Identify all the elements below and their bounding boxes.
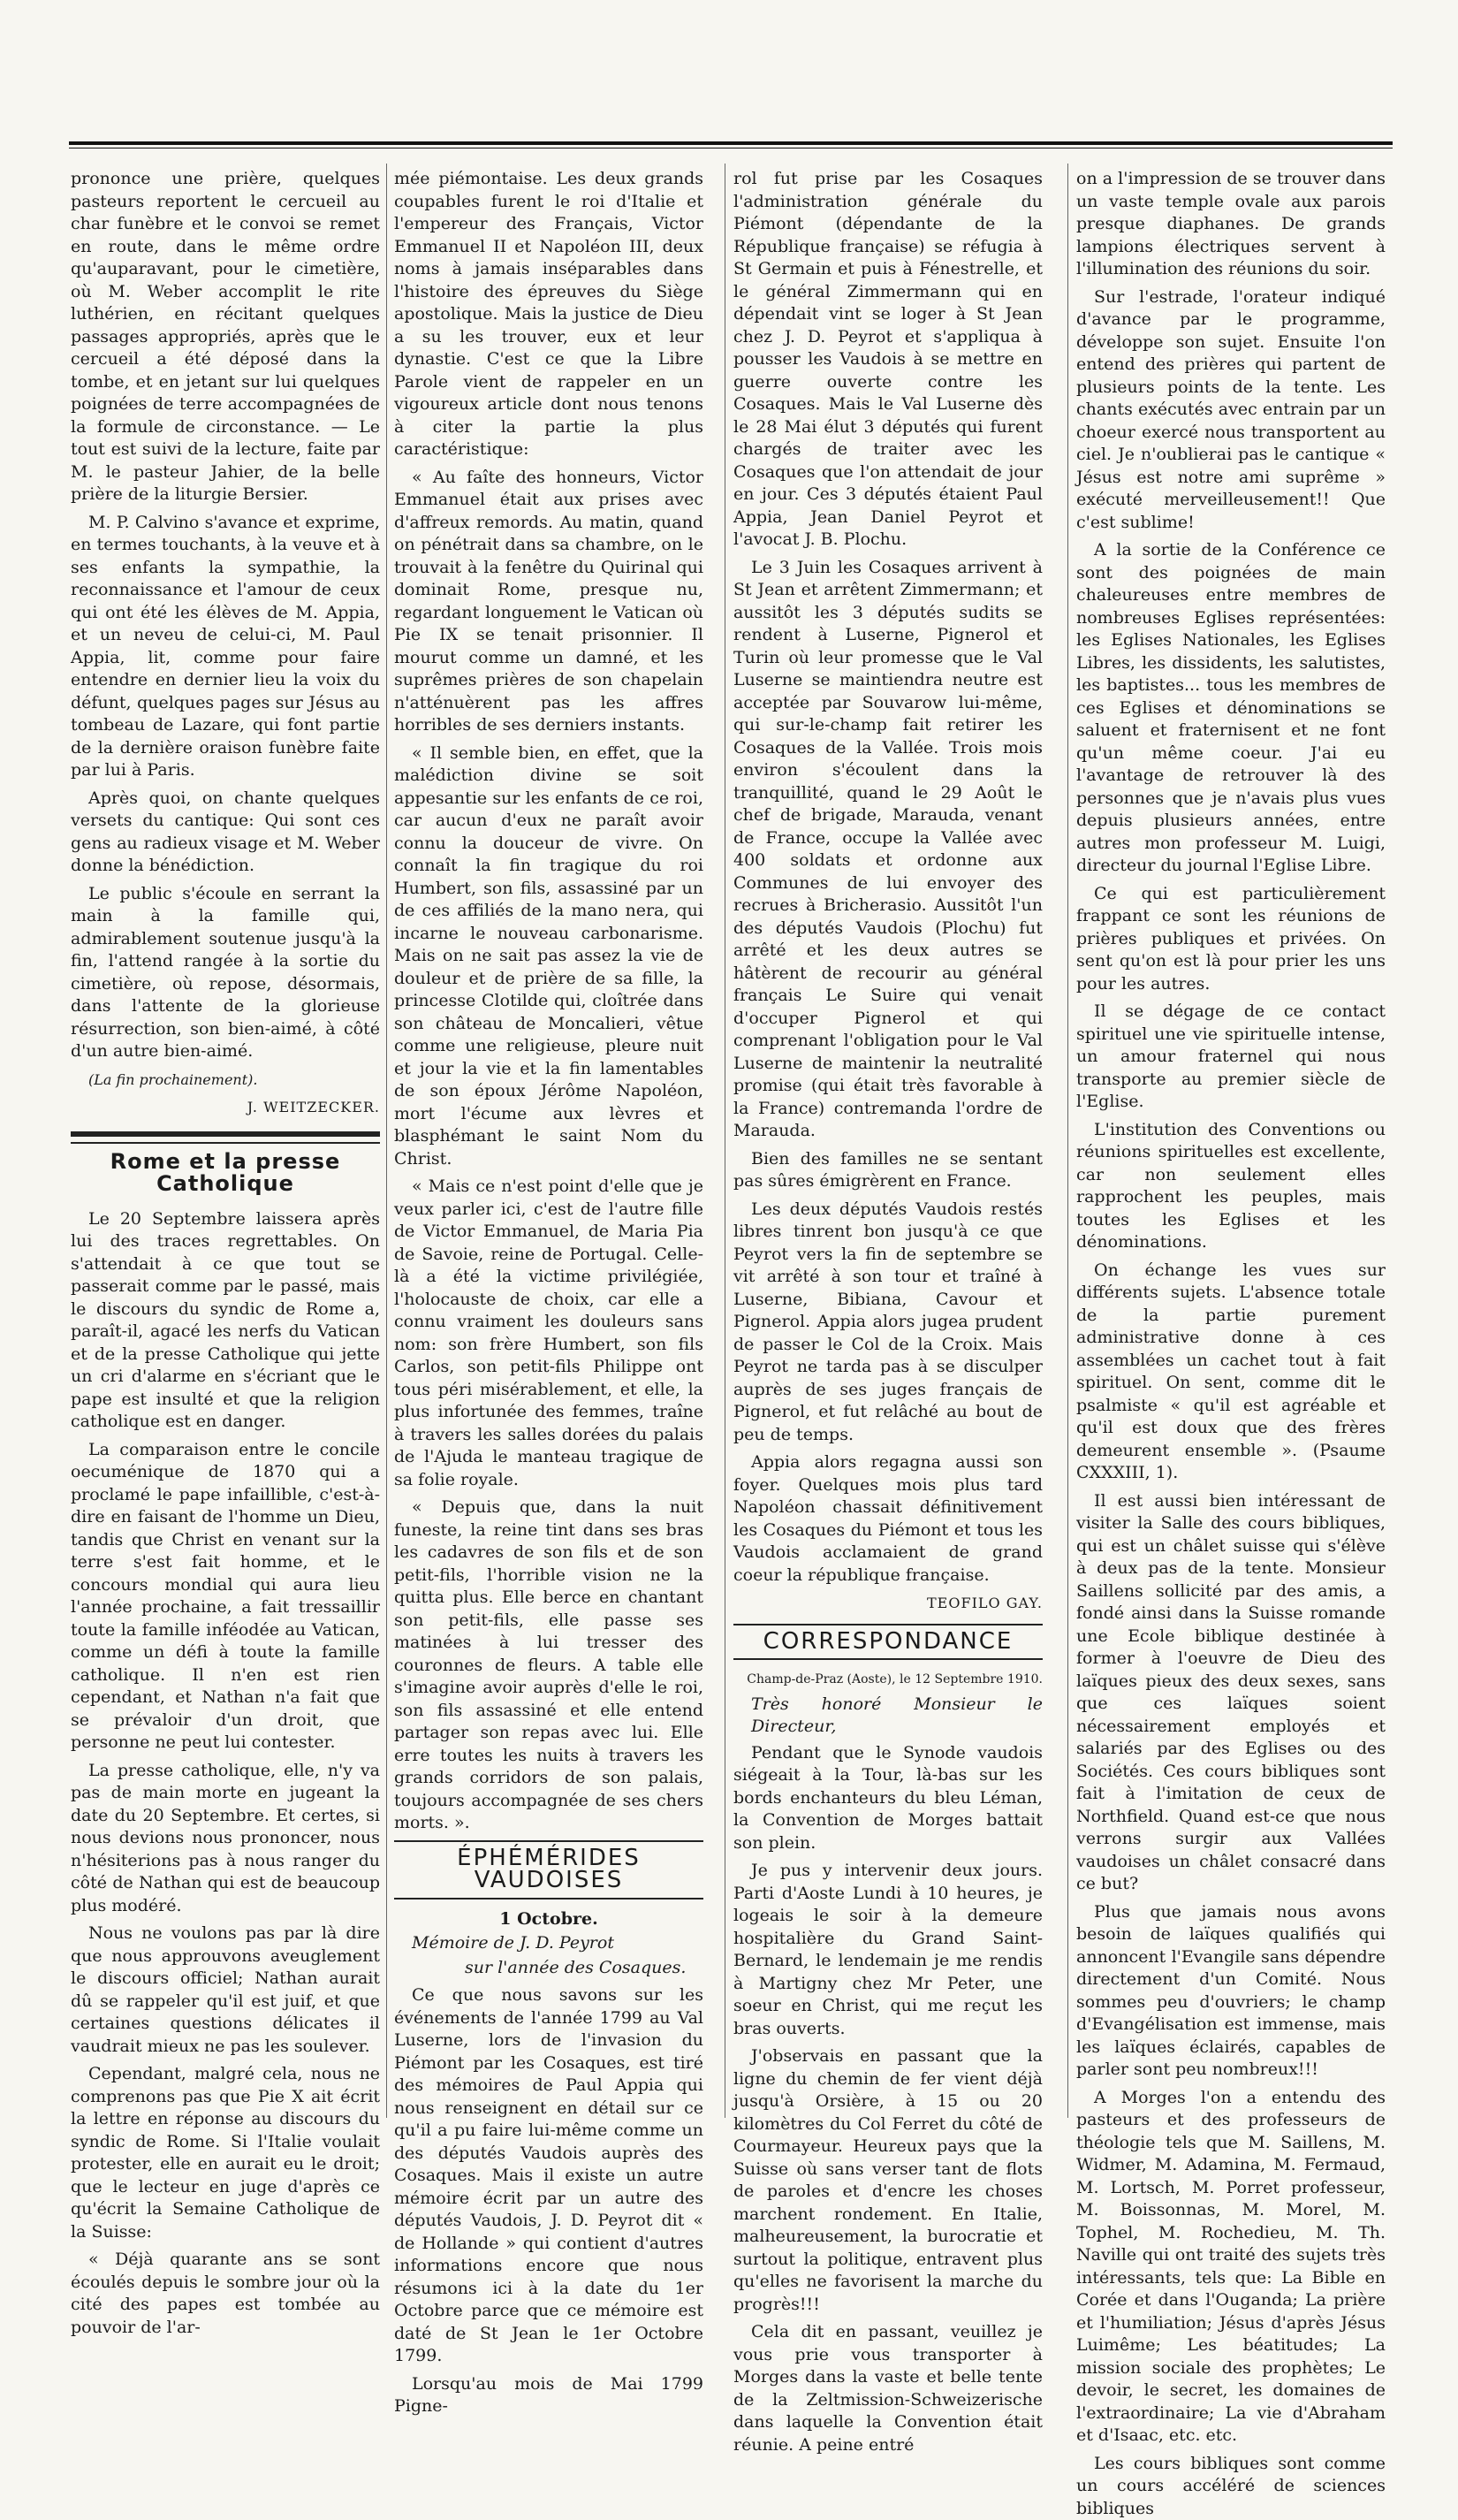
paragraph: rol fut prise par les Cosaques l'administration générale du Piémont (dépendante de la République française) se réfugia à St Germain et puis à Fénestrelle, et le général Zimmermann qui en dépendait vint se loger à St Jean chez J. D. Peyrot et s'appliqua à pousser les Vaudois à se mettre en guerre ouverte contre les Cosaques. Mais le Val Luserne dès le 28 Mai élut 3 députés qui furent chargés de traiter avec les Cosaques que l'on attendait de jour en jour. Ces 3 députés étaient Paul Appia, Jean Daniel Peyrot et l'avocat J. B. Plochu.	[733, 168, 1043, 552]
paragraph: Ce que nous savons sur les événements de l'année 1799 au Val Luserne, lors de l'invasion du Piémont par les Cosaques, est tiré des mémoires de Paul Appia qui nous renseignent en détail sur ce qu'il a pu faire lui-même comme un des députés Vaudois auprès des Cosaques. Mais il existe un autre mémoire écrit par un autre des députés Vaudois, J. D. Peyrot dit « de Hollande » qui contient d'autres informations encore que nous résumons ici à la date du 1er Octobre parce que ce mémoire est daté de St Jean le 1er Octobre 1799.	[394, 1984, 703, 2368]
continuation-note: (La fin prochainement).	[71, 1069, 380, 1092]
paragraph: M. P. Calvino s'avance et exprime, en termes touchants, à la veuve et à ses enfants la sympathie, la reconnaissance et l'amour de ceux qui ont été les élèves de M. Appia, et un neveu de celui-ci, M. Paul Appia, lit, comme pour faire entendre en dernier lieu la voix du défunt, quelques pages sur Jésus au tombeau de Lazare, qui font partie de la dernière oraison funèbre faite par lui à Paris.	[71, 512, 380, 782]
paragraph: Les cours bibliques sont comme un cours accéléré de sciences bibliques	[1076, 2453, 1386, 2520]
paragraph: Le 3 Juin les Cosaques arrivent à St Jean et arrêtent Zimmermann; et aussitôt les 3 députés sudits se rendent à Luserne, Pignerol et Turin où leur promesse que le Val Luserne se maintiendra neutre est acceptée par Souvarow lui-même, qui sur-le-champ fait retirer les Cosaques de la Vallée. Trois mois environ s'écoulent dans la tranquillité, quand le 29 Août le chef de brigade, Marauda, venant de France, occupe la Vallée avec 400 soldats et ordonne aux Communes de lui envoyer des recrues à Bricherasio. Aussitôt l'un des députés Vaudois (Plochu) fut arrêté et les deux autres se hâtèrent de recourir au général français Le Suire qui venait d'occuper Pignerol et qui comprenant l'obligation pour le Val Luserne de maintenir la neutralité promise (qui était très favorable à la France) contremanda l'ordre de Marauda.	[733, 557, 1043, 1143]
paragraph: Nous ne voulons pas par là dire que nous approuvons aveuglement le discours officiel; Nathan aurait dû se rappeler qu'il est juif, et que certaines questions délicates il vaudrait mieux ne pas les soulever.	[71, 1922, 380, 2058]
article-heading: Rome et la presse Catholique	[71, 1151, 380, 1196]
entry-subtitle: sur l'année des Cosaques.	[465, 1957, 703, 1980]
column-divider	[1067, 164, 1068, 2118]
article-heading: ÉPHÉMÉRIDES VAUDOISES	[394, 1840, 703, 1900]
paragraph: Il est aussi bien intéressant de visiter la Salle des cours bibliques, qui est un châlet suisse qui s'élève à deux pas de la tente. Monsieur Saillens sollicité par des amis, a fondé ainsi dans la Suisse romande une Ecole biblique destinée à former à l'oeuvre de Dieu des laïques pieux des deux sexes, sans que ces laïques soient nécessairement employés et salariés par des Eglises ou des Sociétés. Ces cours bibliques sont fait à l'imitation de ceux de Northfield. Quand est-ce que nous verrons surgir aux Vallées vaudoises un châlet consacré dans ce but?	[1076, 1490, 1386, 1896]
column-4	[1076, 168, 1386, 2118]
paragraph: Pendant que le Synode vaudois siégeait à la Tour, là-bas sur les bords enchanteurs du bleu Léman, la Convention de Morges battait son plein.	[733, 1742, 1043, 1855]
paragraph: Il se dégage de ce contact spirituel une vie spirituelle intense, un amour fraternel qui nous transporte au premier siècle de l'Eglise.	[1076, 1001, 1386, 1114]
paragraph: A Morges l'on a entendu des pasteurs et des professeurs de théologie tels que M. Saillens, M. Widmer, M. Adamina, M. Fermaud, M. Lortsch, M. Porret professeur, M. Boissonnas, M. Morel, M. Tophel, M. Rochedieu, M. Th. Naville qui ont traité des sujets très intéressants, tels que: La Bible en Corée et dans l'Ouganda; La prière et l'humiliation; Jésus d'après Jésus Luimême; Les béatitudes; La mission sociale des prophètes; Le devoir, le secret, les domaines de l'extraordinaire; La vie d'Abraham et d'Isaac, etc. etc.	[1076, 2087, 1386, 2448]
paragraph: Le 20 Septembre laissera après lui des traces regrettables. On s'attendait à ce que tout se passerait comme par le passé, mais le discours du syndic de Rome a, paraît-il, agacé les nerfs du Vatican et de la presse Catholique qui jette un cri d'alarme en s'écriant que le pape est insulté et que la religion catholique est en danger.	[71, 1208, 380, 1434]
entry-date: 1 Octobre.	[394, 1908, 703, 1931]
paragraph: La comparaison entre le concile oecuménique de 1870 qui a proclamé le pape infaillible, c'est-à-dire en faisant de l'homme un Dieu, tandis que Christ en venant sur la terre s'est fait homme, et le concours mondial qui aura lieu l'année prochaine, a fait tressaillir toute la famille inféodée au Vatican, comme un défi à toute la famille catholique. Il n'en est rien cependant, et Nathan n'a fait que se prévaloir d'un droit, que personne ne peut lui contester.	[71, 1439, 380, 1755]
paragraph: Je pus y intervenir deux jours. Parti d'Aoste Lundi à 10 heures, je logeais le soir à la demeure hospitalière du Grand Saint-Bernard, le lendemain je me rendis à Martigny chez Mr Peter, une soeur en Christ, qui me reçut les bras ouverts.	[733, 1860, 1043, 2040]
paragraph: Bien des familles ne se sentant pas sûres émigrèrent en France.	[733, 1148, 1043, 1193]
paragraph: « Au faîte des honneurs, Victor Emmanuel était aux prises avec d'affreux remords. Au matin, quand on pénétrait dans sa chambre, on le trouvait à la fenêtre du Quirinal qui dominait Rome, presque nu, regardant longuement le Vatican où Pie IX se tenait prisonnier. Il mourut comme un damné, et les suprêmes prières de son chapelain n'atténuèrent pas les affres horribles de ses derniers instants.	[394, 467, 703, 737]
letter-dateline: Champ-de-Praz (Aoste), le 12 Septembre 1910.	[733, 1669, 1043, 1692]
paragraph: On échange les vues sur différents sujets. L'absence totale de la partie purement administrative donne à ces assemblées un cachet tout à fait spirituel. On sent, comme dit le psalmiste « qu'il est agréable et qu'il est doux que des frères demeurent ensemble ». (Psaume CXXXIII, 1).	[1076, 1260, 1386, 1485]
paragraph: A la sortie de la Conférence ce sont des poignées de main chaleureuses entre membres de nombreuses Eglises représentées: les Eglises Nationales, les Eglises Libres, les dissidents, les salutistes, les baptistes... tous les membres de ces Eglises et dénominations se saluent et fraternisent et ne font qu'un même coeur. J'ai eu l'avantage de retrouver là des personnes que je n'avais plus vues depuis plusieurs années, entre autres mon professeur M. Luigi, directeur du journal l'Eglise Libre.	[1076, 539, 1386, 878]
entry-subtitle: Mémoire de J. D. Peyrot	[412, 1932, 703, 1955]
column-2	[394, 168, 703, 2118]
paragraph: Les deux députés Vaudois restés libres tinrent bon jusqu'à ce que Peyrot vers la fin de septembre se vit arrêté à son tour et traîné à Luserne, Bibiana, Cavour et Pignerol. Appia alors jugea prudent de passer le Col de la Croix. Mais Peyrot ne tarda pas à se disculper auprès de ses juges français de Pignerol, et fut relâché au bout de peu de temps.	[733, 1199, 1043, 1447]
paragraph: Lorsqu'au mois de Mai 1799 Pigne-	[394, 2373, 703, 2418]
paragraph: « Il semble bien, en effet, que la malédiction divine se soit appesantie sur les enfants de ce roi, car aucun d'eux ne paraît avoir connu la douceur de vivre. On connaît la fin tragique du roi Humbert, son fils, assassiné par un de ces affiliés de la mano nera, qui incarne le nouveau carbonarisme. Mais on ne sait pas assez la vie de douleur et de prière de sa fille, la princesse Clotilde qui, cloîtrée dans son château de Moncalieri, vêtue comme une religieuse, pleure nuit et jour la vie et la fin lamentables de son époux Jérôme Napoléon, mort l'écume aux lèvres et blasphémant le saint Nom du Christ.	[394, 742, 703, 1171]
paragraph: Sur l'estrade, l'orateur indiqué d'avance par le programme, développe son sujet. Ensuite l'on entend des prières qui partent de plusieurs points de la tente. Les chants exécutés avec entrain par un choeur exercé nous transportent au ciel. Je n'oublierai pas le cantique « Jésus est notre ami suprême » exécuté merveilleusement!! Que c'est sublime!	[1076, 286, 1386, 535]
paragraph: mée piémontaise. Les deux grands coupables furent le roi d'Italie et l'empereur des Français, Victor Emmanuel II et Napoléon III, deux noms à jamais inséparables dans l'histoire des épreuves du Siège apostolique. Mais la justice de Dieu a su les trouver, eux et leur dynastie. C'est ce que la Libre Parole vient de rappeler en un vigoureux article dont nous tenons à citer la partie la plus caractéristique:	[394, 168, 703, 461]
paragraph: « Mais ce n'est point d'elle que je veux parler ici, c'est de l'autre fille de Victor Emmanuel, de Maria Pia de Savoie, reine de Portugal. Celle-là a été la victime privilégiée, l'holocauste de choix, car elle a connu vraiment les douleurs sans nom: son frère Humbert, son fils Carlos, son petit-fils Philippe ont tous péri misérablement, et elle, la plus infortunée des femmes, traîne à travers les salles dorées du palais de l'Ajuda le manteau tragique de sa folie royale.	[394, 1176, 703, 1491]
paragraph: prononce une prière, quelques pasteurs reportent le cercueil au char funèbre et le convoi se remet en route, dans le même ordre qu'auparavant, pour le cimetière, où M. Weber accomplit le rite luthérien, en récitant quelques passages appropriés, après que le cercueil a été déposé dans la tombe, et en jetant sur lui quelques poignées de terre accompagnées de la formule de circonstance. — Le tout est suivi de la lecture, faite par M. le pasteur Jahier, de la belle prière de la liturgie Bersier.	[71, 168, 380, 506]
paragraph: Cela dit en passant, veuillez je vous prie vous transporter à Morges dans la vaste et belle tente de la Zeltmission-Schweizerische dans laquelle la Convention était réunie. A peine entré	[733, 2321, 1043, 2456]
paragraph: La presse catholique, elle, n'y va pas de main morte en jugeant la date du 20 Septembre. Et certes, si nous devions nous prononcer, nous n'hésiterions pas à nous ranger du côté de Nathan qui est de beaucoup plus modéré.	[71, 1760, 380, 1918]
paragraph: Ce qui est particulièrement frappant ce sont les réunions de prières publiques et privées. On sent qu'on est là pour prier les uns pour les autres.	[1076, 883, 1386, 996]
paragraph: « Depuis que, dans la nuit funeste, la reine tint dans ses bras les cadavres de son fils et de son petit-fils, l'horrible vision ne la quitta plus. Elle berce en chantant son petit-fils, elle passe ses matinées à lui tresser des couronnes de fleurs. A table elle s'imagine avoir auprès d'elle le roi, son fils assassiné et elle entend partager son repas avec lui. Elle erre toutes les nuits à travers les grands corridors de son palais, toujours accompagnée de ses chers morts. ».	[394, 1496, 703, 1835]
paragraph: Le public s'écoule en serrant la main à la famille qui, admirablement soutenue jusqu'à la fin, l'attend rangée à la sortie du cimetière, où repose, désormais, dans l'attente de la glorieuse résurrection, son bien-aimé, à côté d'un autre bien-aimé.	[71, 883, 380, 1063]
article-heading: CORRESPONDANCE	[733, 1624, 1043, 1661]
author-signature: J. WEITZECKER.	[71, 1096, 380, 1119]
header-rule	[69, 141, 1393, 148]
column-divider	[386, 164, 387, 2118]
column-3	[733, 168, 1043, 2118]
paragraph: Cependant, malgré cela, nous ne comprenons pas que Pie X ait écrit la lettre en réponse au discours du syndic de Rome. Si l'Italie voulait protester, elle en aurait eu le droit; que le lecteur en juge d'après ce qu'écrit la Semaine Catholique de la Suisse:	[71, 2063, 380, 2243]
paragraph: Plus que jamais nous avons besoin de laïques qualifiés qui annoncent l'Evangile sans dépendre directement d'un Comité. Nous sommes peu d'ouvriers; le champ d'Evangélisation est immense, mais les laïques éclairés, capables de parler sont peu nombreux!!!	[1076, 1901, 1386, 2082]
letter-salutation: Très honoré Monsieur le Directeur,	[751, 1694, 1043, 1739]
paragraph: L'institution des Conventions ou réunions spirituelles est excellente, car non seulement elles rapprochent les peuples, mais toutes les Eglises et les dénominations.	[1076, 1119, 1386, 1254]
paragraph: J'observais en passant que la ligne du chemin de fer vient déjà jusqu'à Orsière, à 15 ou 20 kilomètres du Col Ferret du côté de Courmayeur. Heureux pays que la Suisse où sans verser tant de flots de paroles et d'encre les choses marchent rondement. En Italie, malheureusement, la burocratie et surtout la politique, entravent plus qu'elles ne favorisent la marche du progrès!!!	[733, 2045, 1043, 2316]
section-divider	[71, 1131, 380, 1144]
paragraph: on a l'impression de se trouver dans un vaste temple ovale aux parois presque diaphanes. De grands lampions électriques servent à l'illumination des réunions du soir.	[1076, 168, 1386, 281]
column-1	[71, 168, 380, 2118]
author-signature: TEOFILO GAY.	[733, 1592, 1043, 1615]
paragraph: « Déjà quarante ans se sont écoulés depuis le sombre jour où la cité des papes est tombée au pouvoir de l'ar-	[71, 2249, 380, 2339]
paragraph: Appia alors regagna aussi son foyer. Quelques mois plus tard Napoléon chassait définitivement les Cosaques du Piémont et tous les Vaudois acclamaient de grand coeur la république française.	[733, 1451, 1043, 1587]
paragraph: Après quoi, on chante quelques versets du cantique: Qui sont ces gens au radieux visage et M. Weber donne la bénédiction.	[71, 788, 380, 878]
